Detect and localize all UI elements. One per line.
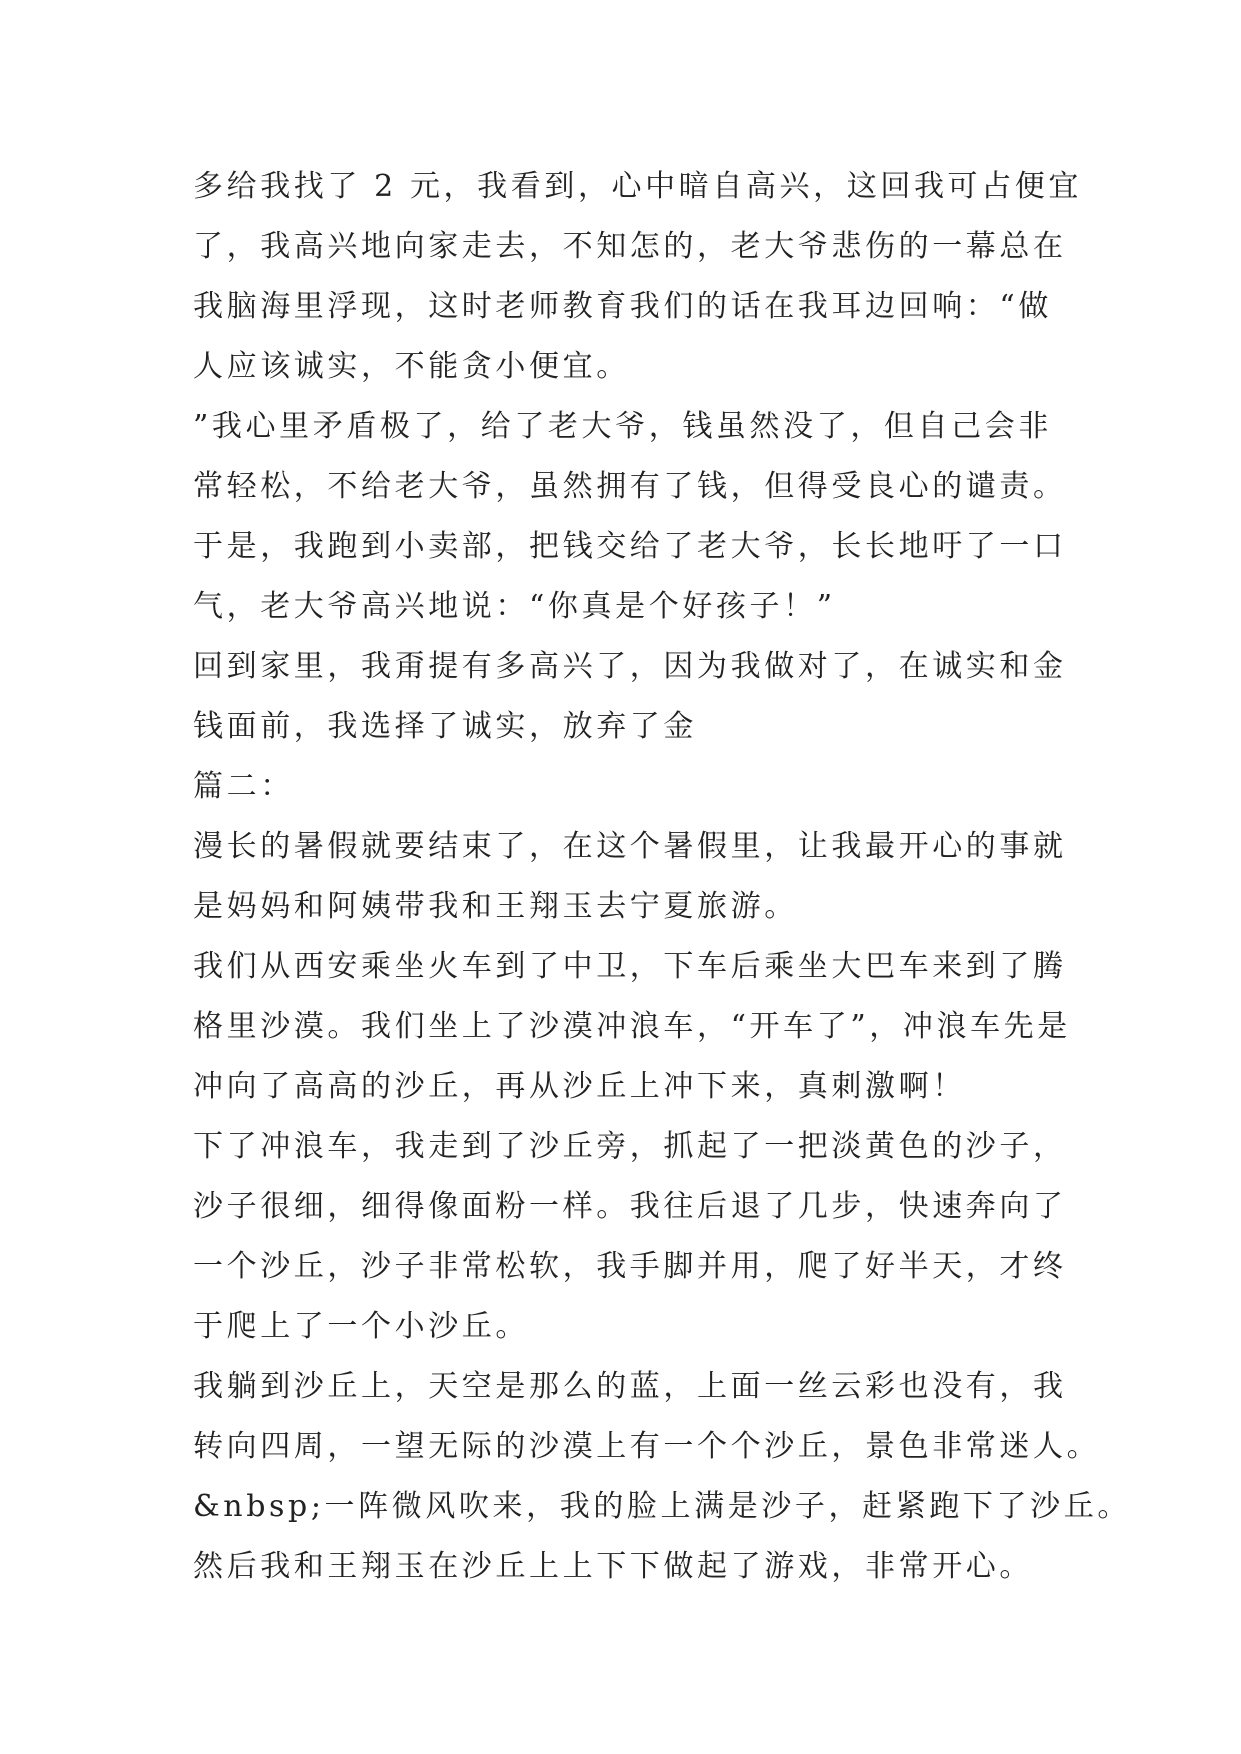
text-line: 然后我和王翔玉在沙丘上上下下做起了游戏，非常开心。: [193, 1549, 1033, 1584]
text-line: 常轻松，不给老大爷，虽然拥有了钱，但得受良心的谴责。: [193, 469, 1067, 504]
text-line: 转向四周，一望无际的沙漠上有一个个沙丘，景色非常迷人。: [193, 1429, 1101, 1464]
text-line: 我躺到沙丘上，天空是那么的蓝，上面一丝云彩也没有，我: [193, 1369, 1067, 1404]
text-line: 了，我高兴地向家走去，不知怎的，老大爷悲伤的一幕总在: [193, 229, 1067, 264]
text-line: 于爬上了一个小沙丘。: [193, 1309, 529, 1344]
text-line: 于是，我跑到小卖部，把钱交给了老大爷，长长地吁了一口: [193, 529, 1067, 564]
text-line: 气，老大爷高兴地说：“你真是个好孩子！”: [193, 589, 836, 624]
text-line: 一个沙丘，沙子非常松软，我手脚并用，爬了好半天，才终: [193, 1249, 1067, 1284]
text-line: 我们从西安乘坐火车到了中卫，下车后乘坐大巴车来到了腾: [193, 949, 1067, 984]
text-line: 漫长的暑假就要结束了，在这个暑假里，让我最开心的事就: [193, 829, 1067, 864]
essay-body: [193, 157, 1131, 1597]
text-line: 回到家里，我甭提有多高兴了，因为我做对了，在诚实和金: [193, 649, 1067, 684]
text-line: 我脑海里浮现，这时老师教育我们的话在我耳边回响：“做: [193, 289, 1052, 324]
text-line: ”我心里矛盾极了，给了老大爷，钱虽然没了，但自己会非: [193, 409, 1052, 444]
text-line: 是妈妈和阿姨带我和王翔玉去宁夏旅游。: [193, 889, 798, 924]
text-line: &nbsp;一阵微风吹来，我的脸上满是沙子，赶紧跑下了沙丘。: [193, 1489, 1131, 1524]
section-heading: 篇二：: [193, 769, 294, 804]
text-line: 钱面前，我选择了诚实，放弃了金: [193, 709, 697, 744]
text-line: 格里沙漠。我们坐上了沙漠冲浪车，“开车了”，冲浪车先是: [193, 1009, 1071, 1044]
text-line: 沙子很细，细得像面粉一样。我往后退了几步，快速奔向了: [193, 1189, 1067, 1224]
text-line: 多给我找了 2 元，我看到，心中暗自高兴，这回我可占便宜: [193, 169, 1082, 204]
text-line: 冲向了高高的沙丘，再从沙丘上冲下来，真刺激啊！: [193, 1069, 966, 1104]
text-line: 人应该诚实，不能贪小便宜。: [193, 349, 630, 384]
text-line: 下了冲浪车，我走到了沙丘旁，抓起了一把淡黄色的沙子，: [193, 1129, 1067, 1164]
